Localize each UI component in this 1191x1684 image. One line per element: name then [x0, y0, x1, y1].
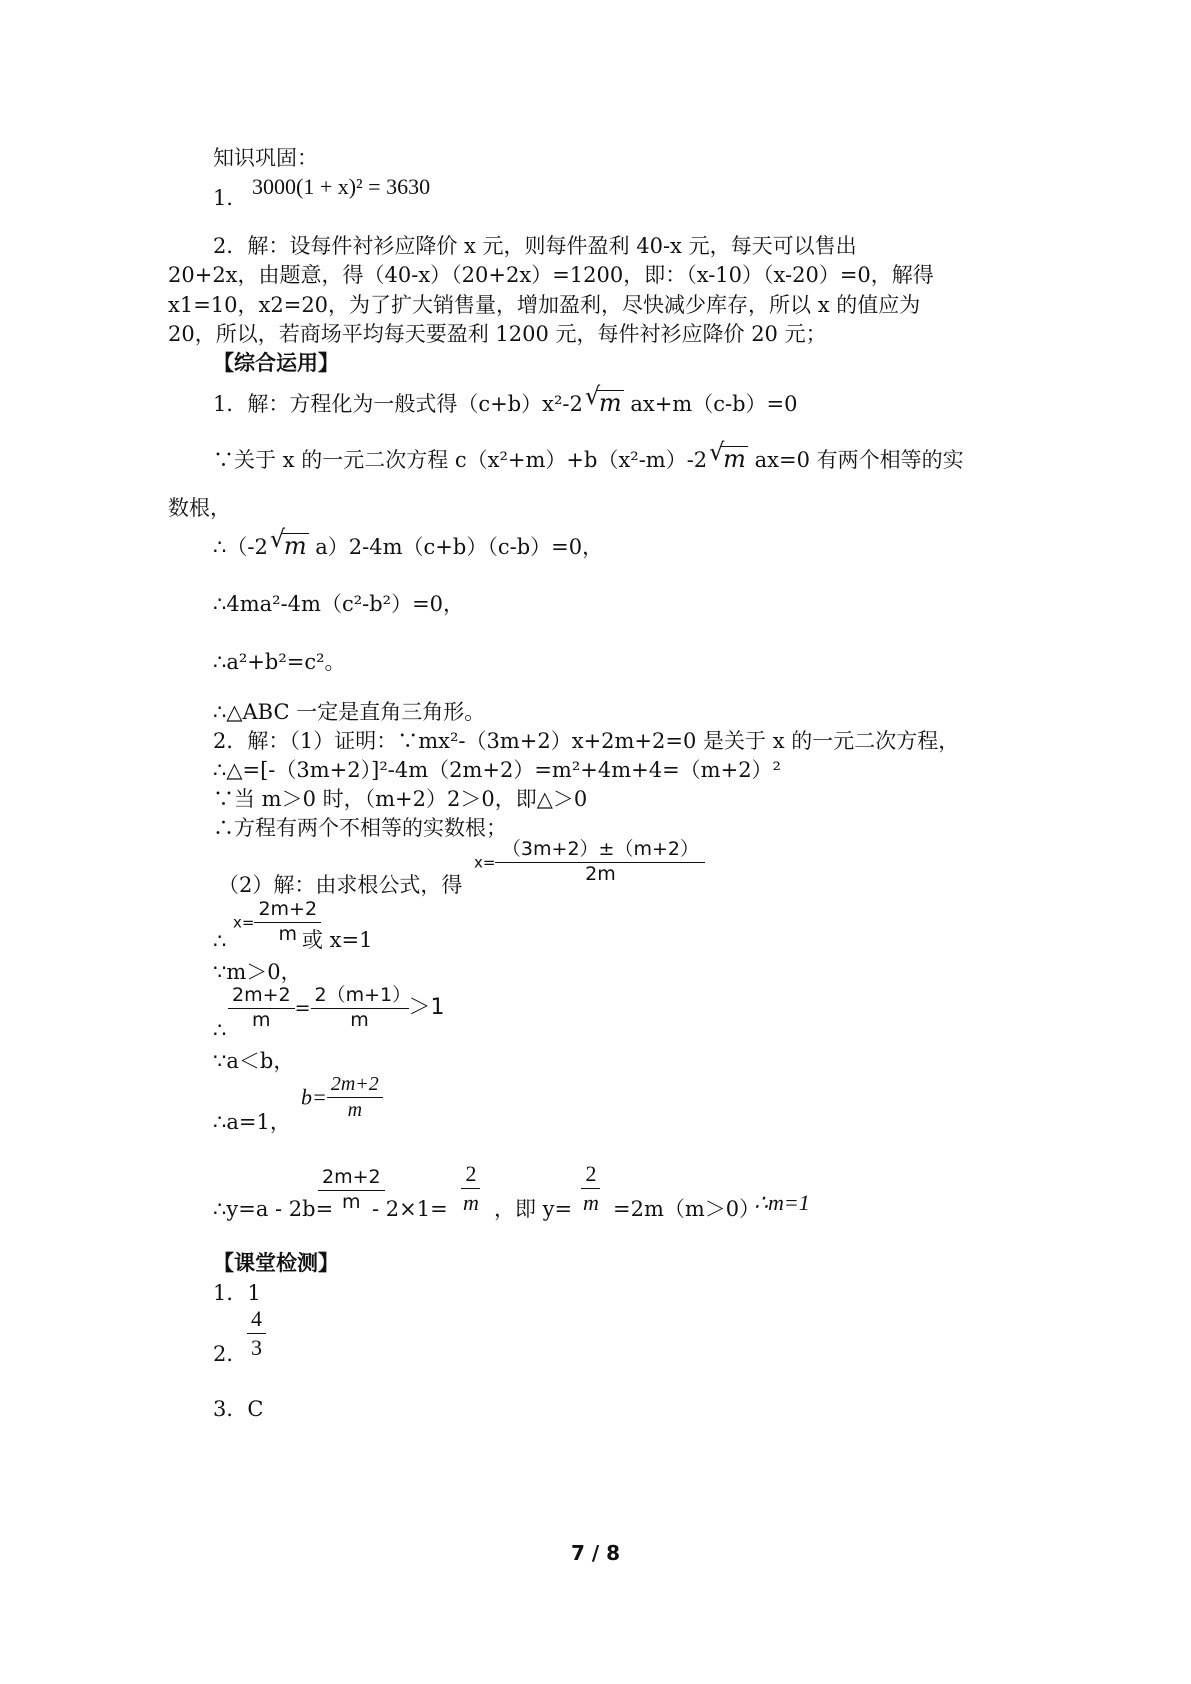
sol2-line-l: （2）解：由求根公式，得	[218, 873, 463, 897]
sol2-line-m-prefix: ∴	[213, 929, 227, 953]
ineq-equals: =	[294, 996, 311, 1019]
root-formula-lhs: x=	[474, 853, 496, 872]
ineq-frac1-denominator: m	[252, 1008, 271, 1031]
sol1-line-a	[213, 382, 798, 417]
root-formula-denominator: 2m	[585, 862, 616, 885]
root-x-numerator: 2m+2	[254, 898, 321, 923]
sol1-line-a-text: 1．解：方程化为一般式得（c+b）x²-2	[213, 392, 583, 416]
sol2-line-n: ∵m＞0，	[213, 960, 302, 984]
sol2-line-k: ∴方程有两个不相等的实数根；	[213, 816, 507, 840]
sol1-line-d	[213, 525, 604, 560]
sol2-line-h: 2．解：（1）证明：∵mx²-（3m+2）x+2m+2=0 是关于 x 的一元二次方程，	[213, 729, 960, 753]
knowledge-heading: 知识巩固：	[213, 146, 318, 170]
sol1-line-g: ∴△ABC 一定是直角三角形。	[213, 700, 486, 724]
y-frac3-denominator: m	[583, 1189, 599, 1215]
sol2-line-r-tail: =2m（m＞0）	[613, 1197, 761, 1221]
b-formula-lhs: b=	[301, 1084, 327, 1110]
ineq-frac2-numerator: 2（m+1）	[311, 984, 409, 1009]
page-number: 7 / 8	[570, 1541, 621, 1565]
sol2-line-r-mid: - 2×1=	[372, 1197, 448, 1221]
ineq-frac1-numerator: 2m+2	[228, 984, 295, 1009]
sol2-line-o-prefix: ∴	[213, 1018, 227, 1042]
test-answer-3: 3．C	[213, 1397, 264, 1421]
b-formula-denominator: m	[347, 1099, 363, 1121]
sol1-line-e: ∴4ma²-4m（c²-b²）=0，	[213, 592, 465, 616]
answer2-numerator: 4	[247, 1305, 266, 1334]
q1-number: 1．	[213, 186, 248, 210]
sol1-line-f: ∴a²+b²=c²。	[213, 650, 346, 674]
test-answer-2-number: 2．	[213, 1342, 248, 1366]
b-formula	[301, 1072, 383, 1123]
test-answer-2-fraction	[247, 1305, 266, 1361]
sqrt-symbol: √ m	[584, 382, 622, 417]
sol2-line-r-mid2: ，即 y=	[494, 1197, 573, 1221]
q2-line-2: 20+2x，由题意，得（40-x）（20+2x）=1200，即：（x-10）（x-20）=0，解得	[168, 263, 934, 287]
y-frac2-numerator: 2	[461, 1160, 480, 1189]
test-answer-1: 1．1	[213, 1281, 261, 1305]
q2-line-4: 20，所以，若商场平均每天要盈利 1200 元，每件衬衫应降价 20 元；	[168, 322, 827, 346]
sol2-line-q: ∴a=1，	[213, 1110, 291, 1134]
sol2-line-m-tail: 或 x=1	[302, 928, 373, 952]
comprehensive-heading: 【综合运用】	[213, 351, 339, 375]
y-frac2-denominator: m	[463, 1189, 479, 1215]
root-x-denominator: m	[278, 922, 298, 945]
answer2-denominator: 3	[251, 1334, 262, 1360]
y-frac-2	[459, 1160, 483, 1216]
y-frac-3	[579, 1160, 603, 1216]
sol1-line-b-text: ∵关于 x 的一元二次方程 c（x²+m）+b（x²-m）-2	[213, 448, 708, 472]
sol2-line-r-prefix: ∴y=a - 2b=	[213, 1197, 334, 1221]
sol1-line-d-text: ∴（-2	[213, 535, 268, 559]
sol1-line-b	[213, 438, 964, 473]
y-frac1-numerator: 2m+2	[318, 1166, 385, 1191]
ineq-frac2-denominator: m	[350, 1008, 369, 1031]
y-frac1-denominator: m	[342, 1190, 361, 1213]
m-equals-one: ∴m=1	[754, 1190, 810, 1215]
sol1-line-a-tail: ax+m（c-b）=0	[630, 392, 798, 416]
b-formula-numerator: 2m+2	[327, 1072, 383, 1098]
sol2-line-i: ∴△=[-（3m+2）]²-4m（2m+2）=m²+4m+4=（m+2）²	[213, 758, 781, 782]
inequality-image	[228, 984, 445, 1033]
q2-line-1: 2．解：设每件衬衫应降价 x 元，则每件盈利 40-x 元，每天可以售出	[213, 234, 857, 258]
sqrt-symbol: √ m	[269, 525, 307, 560]
sol1-line-c: 数根，	[168, 496, 231, 520]
q1-equation: 3000(1 + x)² = 3630	[252, 174, 431, 199]
sol1-line-b-tail: ax=0 有两个相等的实	[754, 448, 964, 472]
q2-line-3: x1=10，x2=20，为了扩大销售量，增加盈利，尽快减少库存，所以 x 的值应为	[168, 293, 921, 317]
ineq-gt-one: ＞1	[408, 995, 445, 1021]
sol1-line-d-tail: a）2-4m（c+b）（c-b）=0，	[315, 535, 604, 559]
root-formula-numerator: （3m+2）±（m+2）	[495, 838, 705, 863]
sqrt-symbol: √ m	[709, 438, 746, 473]
sol2-line-j: ∵当 m＞0 时，（m+2）2＞0，即△＞0	[213, 787, 588, 811]
sol2-line-p: ∵a＜b，	[213, 1049, 295, 1073]
root-formula-image	[474, 838, 705, 887]
root-x-lhs: x=	[233, 913, 255, 932]
y-frac3-numerator: 2	[581, 1160, 600, 1189]
classroom-test-heading: 【课堂检测】	[213, 1251, 339, 1275]
